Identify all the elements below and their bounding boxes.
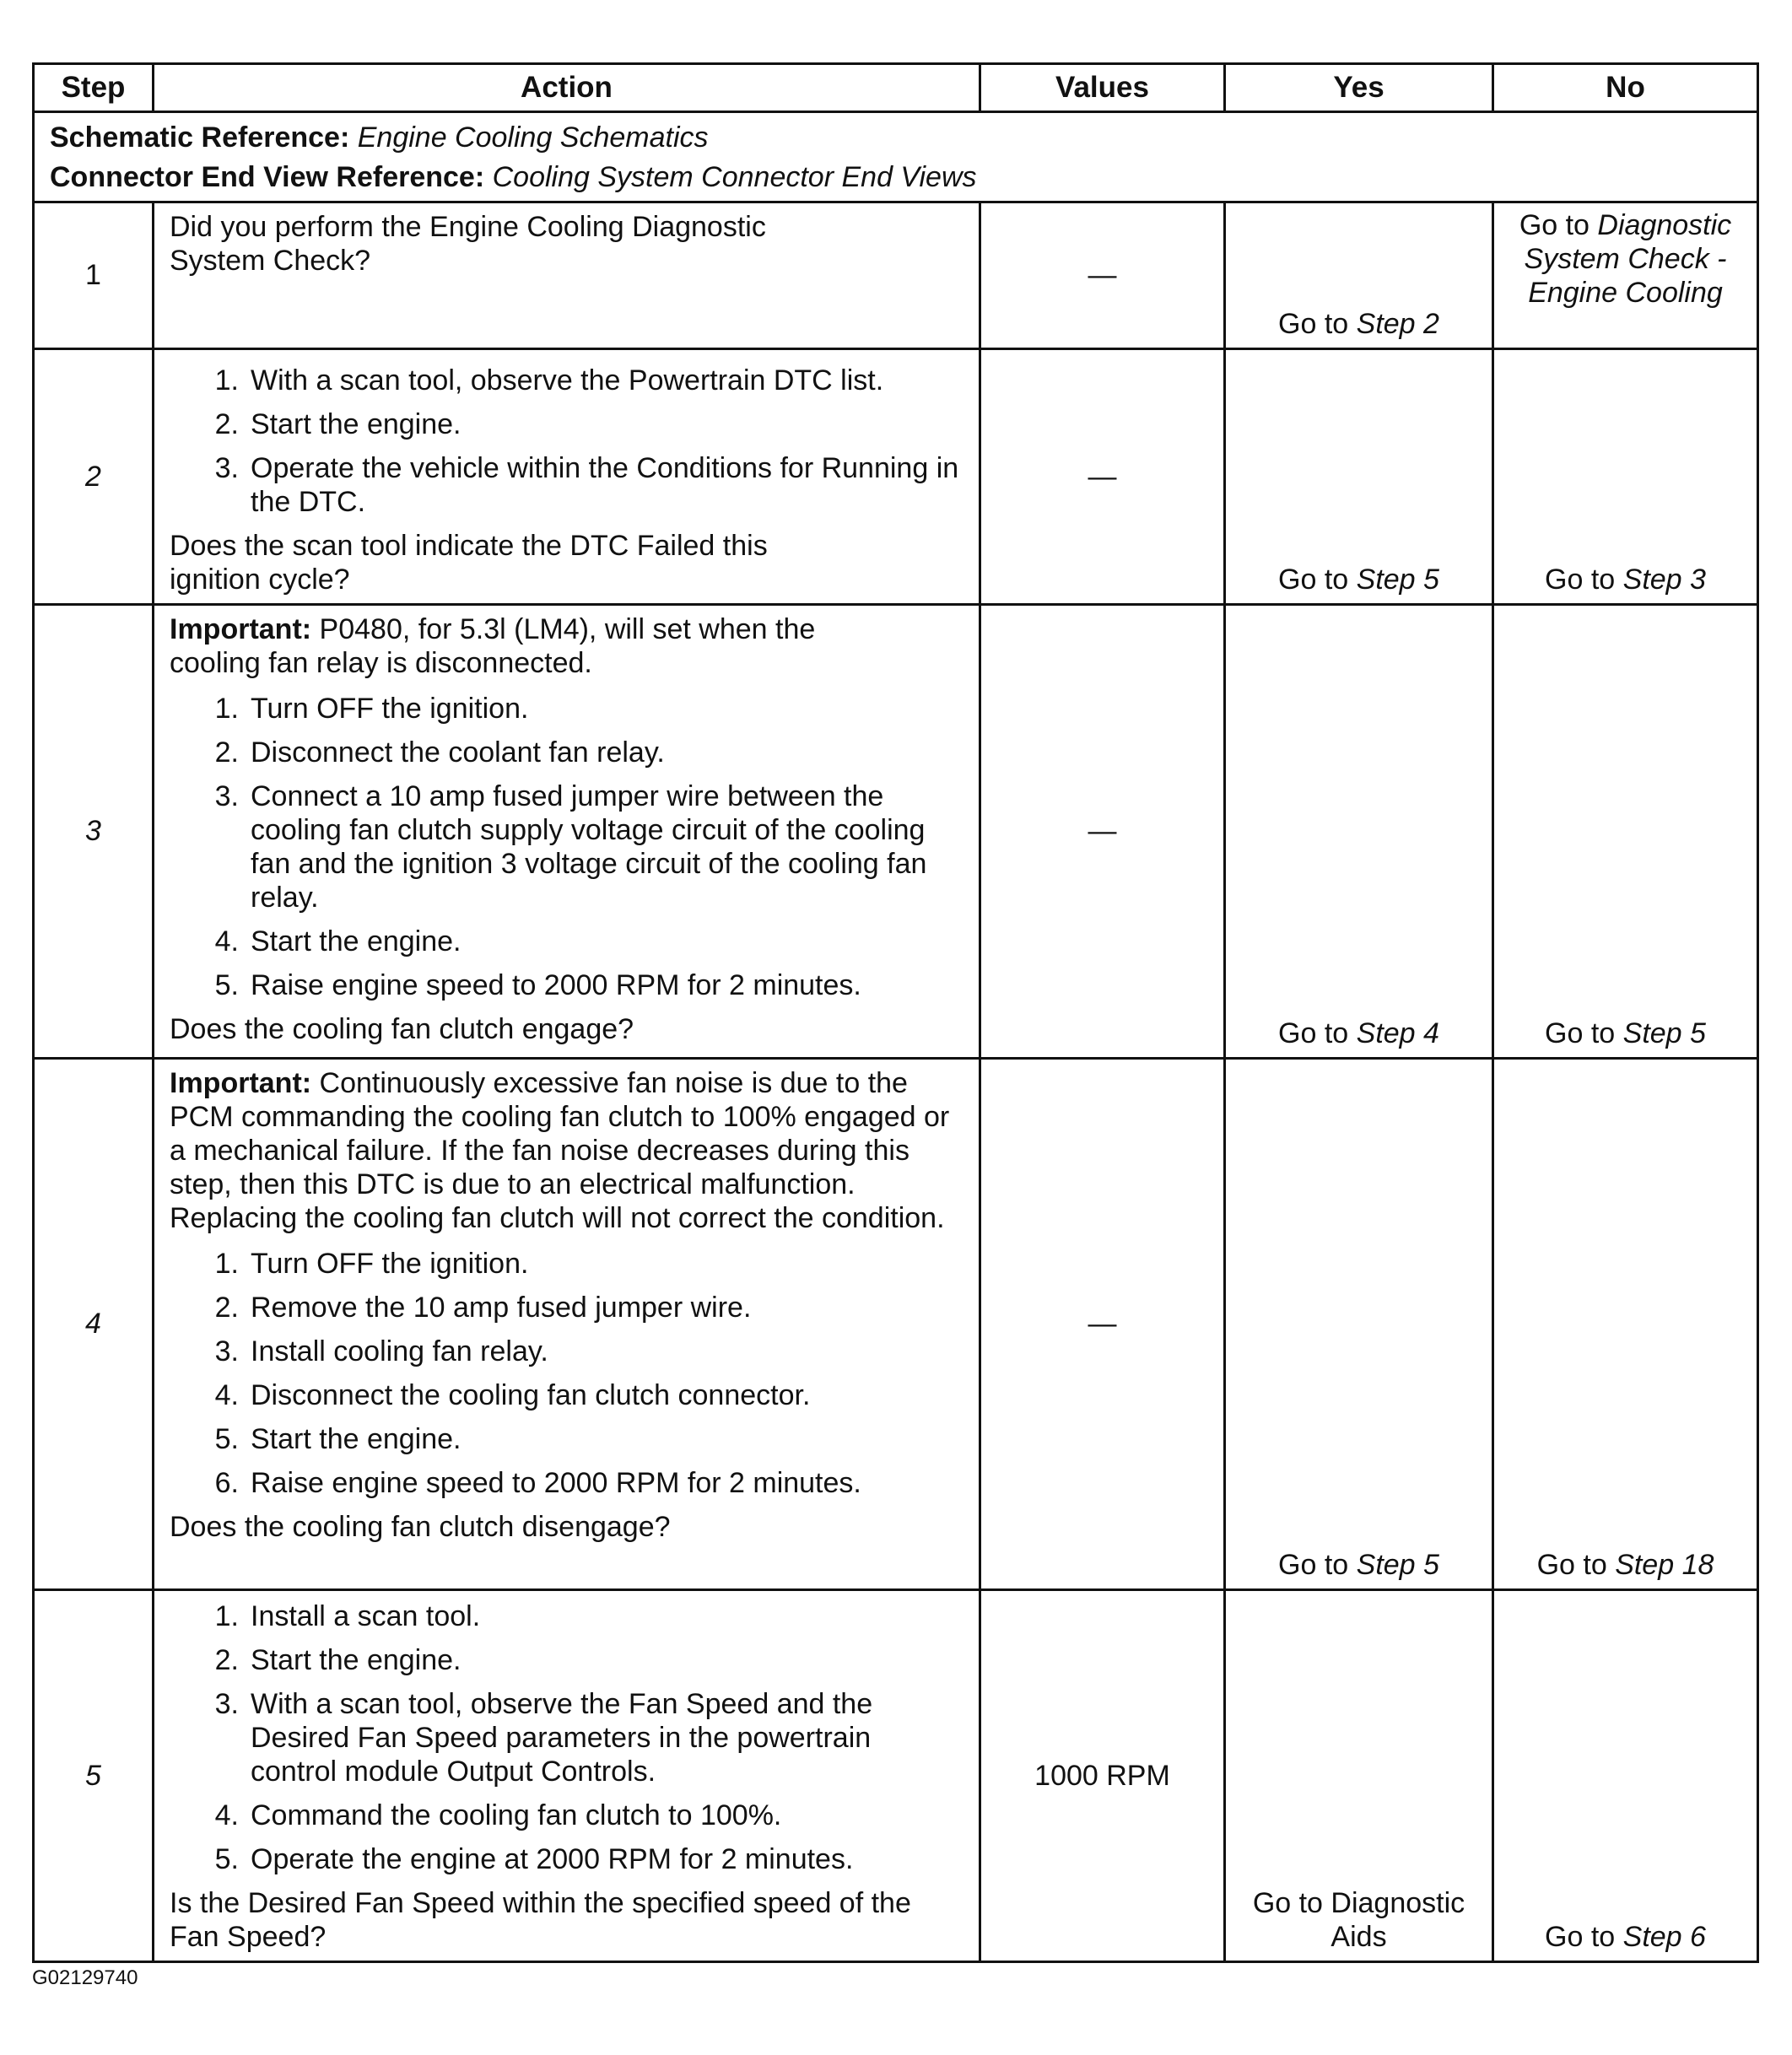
instruction-list: [170, 364, 967, 519]
table-row: [34, 1059, 1758, 1590]
yes-link[interactable]: Step 2: [1356, 308, 1439, 340]
table-row: [34, 349, 1758, 605]
important-text: Continuously excessive fan noise is due to the PCM commanding the cooling fan clutch to 100% engaged or a mechanical failure. If the fan noise decreases during this step, then this DTC is due to an electrical malfunction. Replacing the cooling fan clutch will not correct the condition.: [170, 1067, 950, 1234]
schematic-reference-label: Schematic Reference:: [50, 121, 350, 154]
table-row: [34, 605, 1758, 1059]
step-number: 3: [34, 605, 154, 1059]
list-item: 2. Start the engine.: [214, 1644, 461, 1676]
action-cell: [154, 1590, 980, 1962]
no-prefix: Go to: [1545, 1921, 1623, 1953]
values-cell: —: [980, 349, 1225, 605]
list-item: 3. With a scan tool, observe the Fan Speed and the Desired Fan Speed parameters in the powertrain control module Output Controls.: [214, 1688, 873, 1788]
connector-reference-link[interactable]: Cooling System Connector End Views: [492, 161, 977, 193]
header-no: No: [1493, 64, 1758, 112]
connector-reference: [50, 158, 1741, 197]
figure-id: G02129740: [32, 1966, 138, 1989]
list-item: 1. Turn OFF the ignition.: [214, 1248, 529, 1280]
important-label: Important:: [170, 1067, 312, 1099]
table-row: [34, 1590, 1758, 1962]
no-link[interactable]: Step 3: [1622, 564, 1706, 596]
schematic-reference: [50, 118, 1741, 158]
yes-cell[interactable]: [1225, 349, 1493, 605]
no-link[interactable]: Step 6: [1622, 1921, 1706, 1953]
yes-prefix: Go to: [1278, 308, 1357, 340]
values-cell: 1000 RPM: [980, 1590, 1225, 1962]
no-cell[interactable]: [1493, 202, 1758, 349]
table-row: [34, 202, 1758, 349]
list-item: 1. Install a scan tool.: [214, 1600, 481, 1632]
reference-cell: [34, 112, 1758, 202]
no-link[interactable]: Diagnostic System Check - Engine Cooling: [1524, 209, 1732, 309]
yes-prefix: Go to: [1278, 1017, 1357, 1049]
list-item: 1. Turn OFF the ignition.: [214, 693, 529, 725]
action-cell: [154, 349, 980, 605]
no-prefix: Go to: [1545, 1017, 1623, 1049]
values-cell: —: [980, 202, 1225, 349]
yes-cell[interactable]: [1225, 1590, 1493, 1962]
no-cell[interactable]: [1493, 605, 1758, 1059]
header-action: Action: [154, 64, 980, 112]
list-item: 5. Start the engine.: [214, 1423, 461, 1455]
yes-link[interactable]: Step 5: [1356, 1549, 1439, 1581]
no-prefix: Go to: [1519, 209, 1598, 241]
step-number: 5: [34, 1590, 154, 1962]
no-link[interactable]: Step 18: [1615, 1549, 1714, 1581]
no-cell[interactable]: [1493, 349, 1758, 605]
important-label: Important:: [170, 613, 312, 645]
list-item: 2. Disconnect the coolant fan relay.: [214, 736, 665, 769]
header-step: Step: [34, 64, 154, 112]
important-text: P0480, for 5.3l (LM4), will set when the cooling fan relay is disconnected.: [170, 613, 816, 679]
values-cell: —: [980, 605, 1225, 1059]
list-item: 3. Install cooling fan relay.: [214, 1335, 548, 1367]
yes-link[interactable]: Go to Diagnostic Aids: [1252, 1887, 1465, 1953]
reference-row: [34, 112, 1758, 202]
action-cell: [154, 605, 980, 1059]
values-cell: —: [980, 1059, 1225, 1590]
schematic-reference-link[interactable]: Engine Cooling Schematics: [357, 121, 709, 154]
no-prefix: Go to: [1536, 1549, 1616, 1581]
step-number: 4: [34, 1059, 154, 1590]
step-question: Did you perform the Engine Cooling Diagnostic System Check?: [170, 211, 766, 277]
list-item: 4. Start the engine.: [214, 925, 461, 957]
instruction-list: [170, 692, 967, 1002]
step-question: Is the Desired Fan Speed within the specified speed of the Fan Speed?: [170, 1887, 911, 1953]
step-question: Does the cooling fan clutch engage?: [170, 1013, 634, 1045]
list-item: 3. Connect a 10 amp fused jumper wire between the cooling fan clutch supply voltage circuit of the cooling fan and the ignition 3 voltage circuit of the cooling fan relay.: [214, 780, 927, 914]
yes-prefix: Go to: [1278, 564, 1357, 596]
action-cell: [154, 1059, 980, 1590]
no-cell[interactable]: [1493, 1590, 1758, 1962]
yes-cell[interactable]: [1225, 1059, 1493, 1590]
step-question: Does the scan tool indicate the DTC Failed this ignition cycle?: [170, 530, 768, 596]
header-yes: Yes: [1225, 64, 1493, 112]
list-item: 2. Remove the 10 amp fused jumper wire.: [214, 1292, 752, 1324]
list-item: 2. Start the engine.: [214, 408, 461, 440]
diagnostic-table: [32, 62, 1759, 1963]
step-number: 2: [34, 349, 154, 605]
important-note: [170, 1066, 967, 1235]
no-cell[interactable]: [1493, 1059, 1758, 1590]
yes-cell[interactable]: [1225, 202, 1493, 349]
no-link[interactable]: Step 5: [1622, 1017, 1706, 1049]
list-item: 5. Operate the engine at 2000 RPM for 2 minutes.: [214, 1843, 854, 1875]
yes-cell[interactable]: [1225, 605, 1493, 1059]
list-item: 5. Raise engine speed to 2000 RPM for 2 minutes.: [214, 969, 861, 1001]
list-item: 3. Operate the vehicle within the Conditions for Running in the DTC.: [214, 452, 959, 518]
yes-prefix: Go to: [1278, 1549, 1357, 1581]
connector-reference-label: Connector End View Reference:: [50, 161, 485, 193]
list-item: 6. Raise engine speed to 2000 RPM for 2 minutes.: [214, 1467, 861, 1499]
action-cell: [154, 202, 980, 349]
list-item: 1. With a scan tool, observe the Powertrain DTC list.: [214, 364, 884, 396]
header-row: [34, 64, 1758, 112]
list-item: 4. Disconnect the cooling fan clutch connector.: [214, 1379, 811, 1411]
instruction-list: [170, 1599, 967, 1876]
instruction-list: [170, 1247, 967, 1500]
list-item: 4. Command the cooling fan clutch to 100%.: [214, 1799, 782, 1831]
step-number: 1: [34, 202, 154, 349]
header-values: Values: [980, 64, 1225, 112]
yes-link[interactable]: Step 5: [1356, 564, 1439, 596]
important-note: [170, 612, 967, 680]
no-prefix: Go to: [1545, 564, 1623, 596]
step-question: Does the cooling fan clutch disengage?: [170, 1511, 671, 1543]
yes-link[interactable]: Step 4: [1356, 1017, 1439, 1049]
